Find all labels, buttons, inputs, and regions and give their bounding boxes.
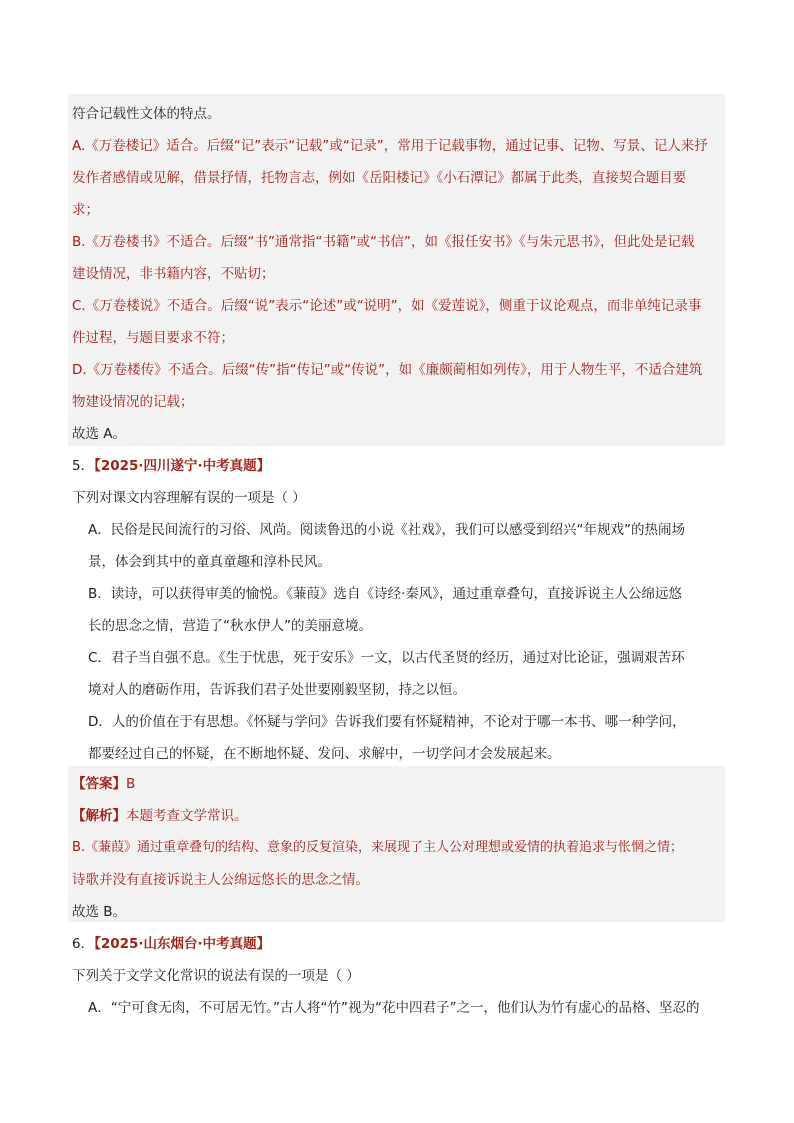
option-line: C．君子当自强不息。《生于忧患，死于安乐》一文，以古代圣贤的经历，通过对比论证，强调艰苦环 <box>88 650 685 666</box>
solution-line: A.《万卷楼记》适合。后缀“记”表示“记载”或“记录”，常用于记载事物，通过记事、记物、写景、记人来抒 <box>72 138 708 154</box>
question-source: 【2025·四川遂宁·中考真题】 <box>94 458 271 474</box>
analysis-text: 本题考查文学常识。 <box>126 808 248 824</box>
analysis-label: 【解析】 <box>72 808 126 824</box>
analysis-line: 故选 B。 <box>72 904 127 920</box>
solution-line: 故选 A。 <box>72 426 127 442</box>
question-stem: 下列对课文内容理解有误的一项是（ ） <box>72 490 306 506</box>
analysis-line: 诗歌并没有直接诉说主人公绵远悠长的思念之情。 <box>72 872 369 888</box>
option-line: 都要经过自己的怀疑，在不断地怀疑、发问、求解中，一切学问才会发展起来。 <box>88 746 561 762</box>
question-header <box>72 934 270 954</box>
solution-line: D.《万卷楼传》不适合。后缀“传”指“传记”或“传说”，如《廉颇蔺相如列传》，用于人物生平，不适合建筑 <box>72 362 703 378</box>
option-line: D．人的价值在于有思想。《怀疑与学问》告诉我们要有怀疑精神，不论对于哪一本书、哪一种学问， <box>88 714 686 730</box>
analysis-line: B.《蒹葭》通过重章叠句的结构、意象的反复渲染，来展现了主人公对理想或爱情的执着追求与怅惘之情； <box>72 840 684 855</box>
option-line: A．民俗是民间流行的习俗、风尚。阅读鲁迅的小说《社戏》，我们可以感受到绍兴“年规戏”的热闹场 <box>88 522 685 538</box>
solution-line: 求； <box>72 202 99 218</box>
question-number: 6． <box>72 936 95 952</box>
option-line: A．“宁可食无肉，不可居无竹。”古人将“竹”视为“花中四君子”之一，他们认为竹有虚心的品格、坚忍的 <box>88 1000 700 1016</box>
solution-line: B.《万卷楼书》不适合。后缀“书”通常指“书籍”或“书信”，如《报任安书》《与朱元思书》，但此处是记载 <box>72 234 695 250</box>
answer-line <box>72 774 135 794</box>
solution-line: 物建设情况的记载； <box>72 394 194 410</box>
solution-line: 件过程，与题目要求不符； <box>72 330 234 346</box>
solution-line: 建设情况，非书籍内容，不贴切； <box>72 266 275 282</box>
question-number: 5． <box>72 458 95 474</box>
analysis-line <box>72 806 248 826</box>
question-source: 【2025·山东烟台·中考真题】 <box>94 936 271 952</box>
answer-label: 【答案】 <box>72 776 126 792</box>
option-line: 境对人的磨砺作用，告诉我们君子处世要刚毅坚韧，持之以恒。 <box>88 682 466 698</box>
option-line: 景，体会到其中的童真童趣和淳朴民风。 <box>88 554 331 570</box>
option-line: 长的思念之情，营造了“秋水伊人”的美丽意境。 <box>88 618 372 634</box>
solution-line: 发作者感情或见解，借景抒情，托物言志，例如《岳阳楼记》《小石潭记》都属于此类，直接契合题目要 <box>72 170 687 186</box>
question-header <box>72 456 270 476</box>
solution-line: 符合记载性文体的特点。 <box>72 106 221 122</box>
answer-value: B <box>126 776 136 792</box>
option-line: B．读诗，可以获得审美的愉悦。《蒹葭》选自《诗经·秦风》，通过重章叠句，直接诉说主人公绵远悠 <box>88 586 683 602</box>
solution-line: C.《万卷楼说》不适合。后缀“说”表示“论述”或“说明”，如《爱莲说》，侧重于议论观点，而非单纯记录事 <box>72 298 702 314</box>
question-stem: 下列关于文学文化常识的说法有误的一项是（ ） <box>72 968 360 984</box>
